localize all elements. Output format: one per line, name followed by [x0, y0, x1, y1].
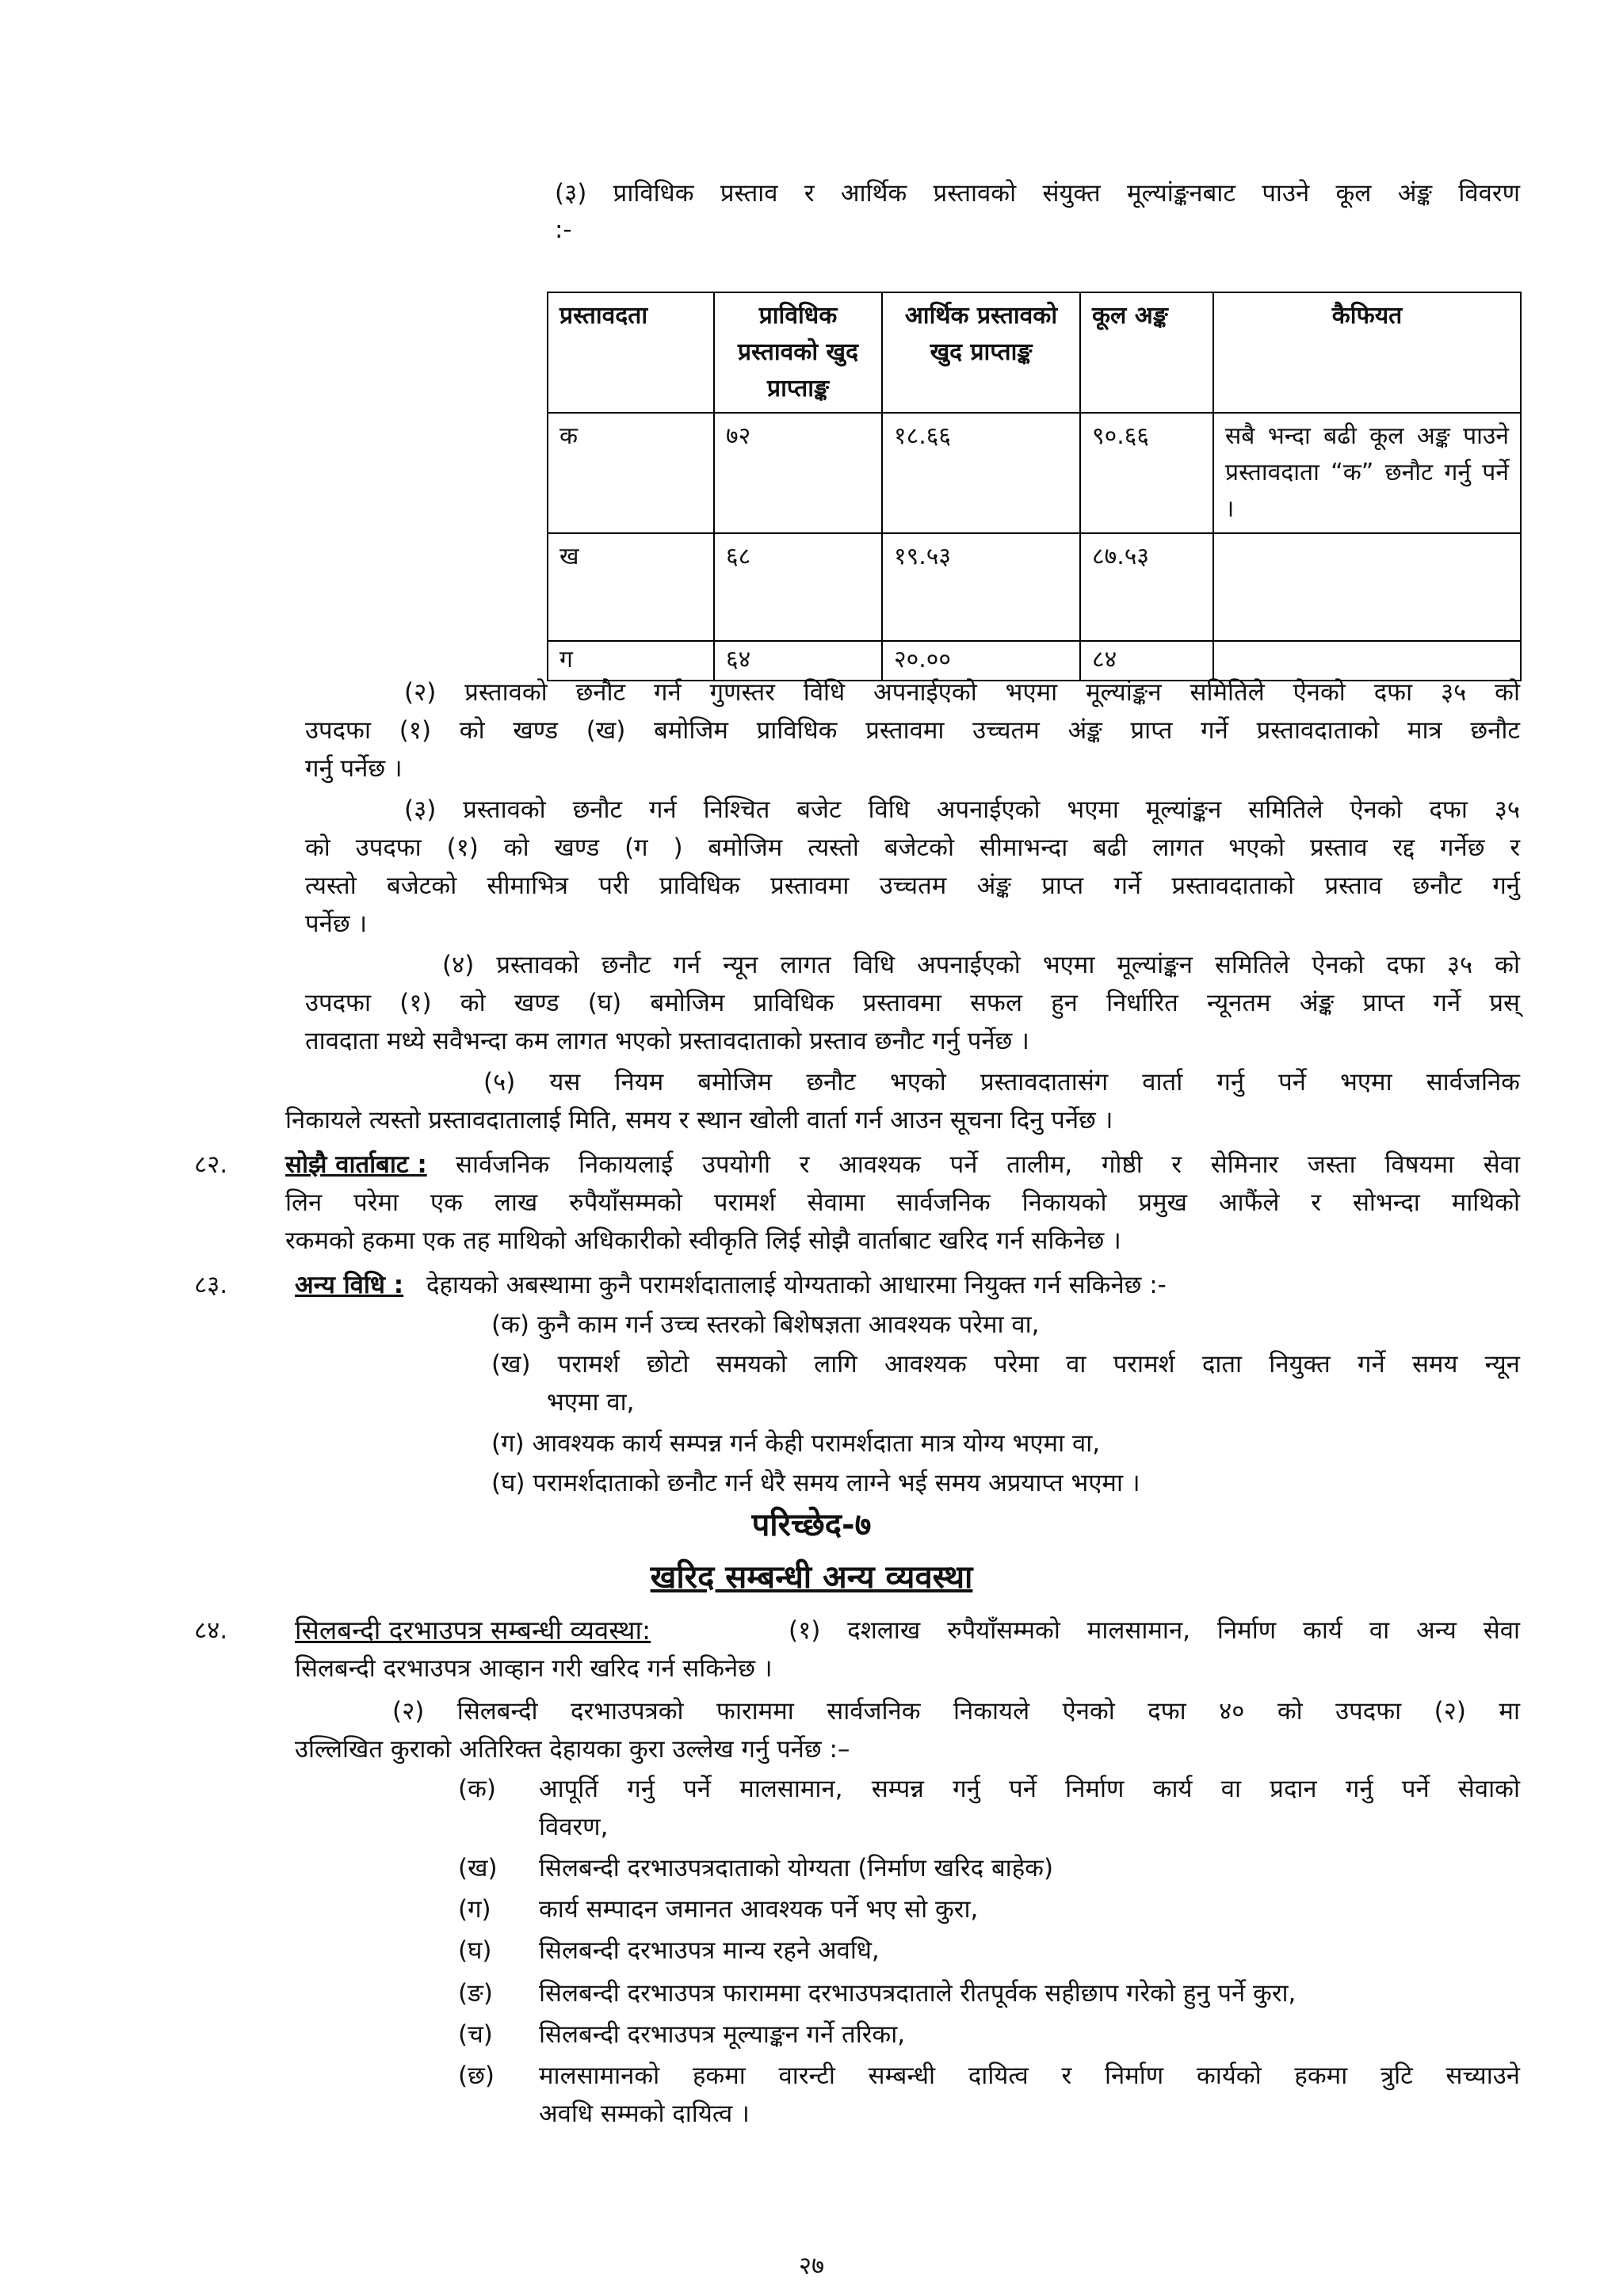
chapter-title: परिच्छेद-७: [751, 1507, 872, 1543]
rule83-number: ८३.: [194, 1271, 228, 1299]
table-cell: ख: [548, 533, 714, 641]
para5-line: (५) यस नियम बमोजिम छनौट भएको प्रस्तावदातासंग वार्ता गर्नु पर्ने भएमा सार्वजनिक: [483, 1068, 1520, 1097]
rule84-sub2-line: (२) सिलबन्दी दरभाउपत्रको फाराममा सार्वजनिक निकायले ऐनको दफा ४० को उपदफा (२) मा: [392, 1697, 1520, 1726]
para2-line: गर्नु पर्नेछ ।: [305, 754, 403, 783]
para2-line: उपदफा (१) को खण्ड (ख) बमोजिम प्राविधिक प्रस्तावमा उच्चतम अंङ्क प्राप्त गर्ने प्रस्तावदाताको मात्र छनौट: [305, 716, 1520, 745]
rule83-item: (घ) परामर्शदाताको छनौट गर्न धेरै समय लाग्ने भई समय अप्रयाप्त भएमा ।: [491, 1469, 1140, 1497]
rule84-item-text: विवरण,: [539, 1813, 609, 1841]
rule84-item-text: सिलबन्दी दरभाउपत्र मान्य रहने अवधि,: [539, 1936, 880, 1965]
table-cell: १८.६६: [882, 413, 1080, 533]
rule82-title: सोझै वार्ताबाट :: [285, 1150, 427, 1179]
rule84-item-text: सिलबन्दी दरभाउपत्रदाताको योग्यता (निर्माण खरिद बाहेक): [539, 1854, 1054, 1882]
rule83-intro: देहायको अबस्थामा कुनै परामर्शदातालाई योग्यताको आधारमा नियुक्त गर्न सकिनेछ :-: [426, 1271, 1167, 1299]
rule84-item-text: अवधि सम्मको दायित्व ।: [539, 2100, 750, 2128]
para3-line: त्यस्तो बजेटको सीमाभित्र परी प्राविधिक प्रस्तावमा उच्चतम अंङ्क प्राप्त गर्ने प्रस्तावदाताको प्रस्ताव छनौट गर्नु: [305, 871, 1520, 900]
table-cell: २०.००: [882, 641, 1080, 681]
rule83-item: (ग) आवश्यक कार्य सम्पन्न गर्न केही परामर्शदाता मात्र योग्य भएमा वा,: [491, 1429, 1101, 1458]
rule84-item-label: (ङ): [458, 1979, 493, 2008]
table-cell: ६८: [714, 533, 882, 641]
rule84-line: सिलबन्दी दरभाउपत्र आव्हान गरी खरिद गर्न सकिनेछ ।: [295, 1654, 773, 1683]
rule82-line: सार्वजनिक निकायलाई उपयोगी र आवश्यक पर्ने तालीम, गोष्ठी र सेमिनार जस्ता विषयमा सेवा: [456, 1150, 1520, 1179]
rule84-item-text: कार्य सम्पादन जमानत आवश्यक पर्ने भए सो कुरा,: [539, 1895, 979, 1924]
rule84-item-label: (ग): [458, 1895, 491, 1924]
table-row: [548, 413, 1521, 533]
header-cell: कैफियत: [1213, 292, 1521, 413]
para2-line: (२) प्रस्तावको छनौट गर्न गुणस्तर विधि अपनाईएको भएमा मूल्यांङ्कन समितिले ऐनको दफा ३५ को: [404, 678, 1520, 707]
rule84-line: (१) दशलाख रुपैयाँसम्मको मालसामान, निर्माण कार्य वा अन्य सेवा: [789, 1616, 1520, 1645]
rule83-item: (क) कुनै काम गर्न उच्च स्तरको बिशेषज्ञता आवश्यक परेमा वा,: [491, 1310, 1040, 1339]
header-cell: कूल अङ्क: [1080, 292, 1213, 413]
intro-line-2: :-: [555, 215, 572, 244]
rule84-item-label: (च): [458, 2020, 493, 2049]
rule84-item-text: सिलबन्दी दरभाउपत्र मूल्याङ्कन गर्ने तरिका,: [539, 2020, 906, 2049]
rule84-title: सिलबन्दी दरभाउपत्र सम्बन्धी व्यवस्था:: [295, 1615, 651, 1646]
rule84-sub2-line: उल्लिखित कुराको अतिरिक्त देहायका कुरा उल्लेख गर्नु पर्नेछ :–: [295, 1735, 850, 1764]
rule84-item-text: सिलबन्दी दरभाउपत्र फाराममा दरभाउपत्रदाताले रीतपूर्वक सहीछाप गरेको हुनु पर्ने कुरा,: [539, 1979, 1296, 2008]
table-cell: सबै भन्दा बढी कूल अङ्क पाउने प्रस्तावदाता “क” छनौट गर्नु पर्ने ।: [1213, 413, 1521, 533]
para3-line: को उपदफा (१) को खण्ड (ग ) बमोजिम त्यस्तो बजेटको सीमाभन्दा बढी लागत भएको प्रस्ताव रद्द गर्नेछ र: [305, 833, 1520, 862]
para4-line: तावदाता मध्ये सवैभन्दा कम लागत भएको प्रस्तावदाताको प्रस्ताव छनौट गर्नु पर्नेछ ।: [305, 1027, 1029, 1055]
rule83-title: अन्य विधि :: [295, 1271, 404, 1299]
table-cell: ६४: [714, 641, 882, 681]
rule84-number: ८४.: [194, 1616, 228, 1645]
para4-line: (४) प्रस्तावको छनौट गर्न न्यून लागत विधि अपनाईएको भएमा मूल्यांङ्कन समितिले ऐनको दफा ३५ को: [442, 951, 1520, 979]
header-cell: प्राविधिक प्रस्तावको खुद प्राप्ताङ्क: [714, 292, 882, 413]
table-row: [548, 533, 1521, 641]
table-cell: ९०.६६: [1080, 413, 1213, 533]
para3-line: पर्नेछ ।: [305, 910, 368, 938]
table-cell: १९.५३: [882, 533, 1080, 641]
rule84-item-label: (छ): [458, 2061, 495, 2090]
page-number: २७: [798, 2252, 825, 2280]
rule84-item-label: (घ): [458, 1936, 492, 1965]
score-table: [547, 292, 1522, 681]
chapter-subtitle: खरिद सम्बन्धी अन्य व्यवस्था: [650, 1559, 973, 1596]
table-cell: ७२: [714, 413, 882, 533]
rule84-item-text: मालसामानको हकमा वारन्टी सम्बन्धी दायित्व र निर्माण कार्यको हकमा त्रुटि सच्याउने: [539, 2061, 1520, 2090]
para5-line: निकायले त्यस्तो प्रस्तावदातालाई मिति, समय र स्थान खोली वार्ता गर्न आउन सूचना दिनु पर्नेछ ।: [285, 1106, 1113, 1135]
table-cell: ग: [548, 641, 714, 681]
table-cell: ८७.५३: [1080, 533, 1213, 641]
para4-line: उपदफा (१) को खण्ड (घ) बमोजिम प्राविधिक प्रस्तावमा सफल हुन निर्धारित न्यूनतम अंङ्क प्राप्त गर्ने प्रस्: [305, 989, 1520, 1017]
para3-line: (३) प्रस्तावको छनौट गर्न निश्चित बजेट विधि अपनाईएको भएमा मूल्यांङ्कन समितिले ऐनको दफा ३५: [404, 795, 1520, 824]
rule82-line: लिन परेमा एक लाख रुपैयाँसम्मको परामर्श सेवामा सार्वजनिक निकायको प्रमुख आफैंले र सोभन्दा माथिको: [285, 1188, 1520, 1217]
table-cell: क: [548, 413, 714, 533]
rule84-item-text: आपूर्ति गर्नु पर्ने मालसामान, सम्पन्न गर्नु पर्ने निर्माण कार्य वा प्रदान गर्नु पर्ने सेवाको: [539, 1775, 1520, 1803]
header-cell: प्रस्तावदता: [548, 292, 714, 413]
rule83-item: (ख) परामर्श छोटो समयको लागि आवश्यक परेमा वा परामर्श दाता नियुक्त गर्ने समय न्यून: [491, 1350, 1520, 1379]
table-cell: ८४: [1080, 641, 1213, 681]
rule84-item-label: (क): [458, 1775, 496, 1803]
rule82-number: ८२.: [194, 1150, 228, 1179]
table-header-row: [548, 292, 1521, 413]
rule82-line: रकमको हकमा एक तह माथिको अधिकारीको स्वीकृति लिई सोझै वार्ताबाट खरिद गर्न सकिनेछ ।: [285, 1226, 1121, 1255]
table-cell: [1213, 533, 1521, 641]
intro-line-1: (३) प्राविधिक प्रस्ताव र आर्थिक प्रस्तावको संयुक्त मूल्यांङ्कनबाट पाउने कूल अंङ्क विवरण: [555, 179, 1520, 208]
rule84-item-label: (ख): [458, 1854, 498, 1882]
rule83-item: भएमा वा,: [547, 1388, 635, 1417]
header-cell: आर्थिक प्रस्तावको खुद प्राप्ताङ्क: [882, 292, 1080, 413]
